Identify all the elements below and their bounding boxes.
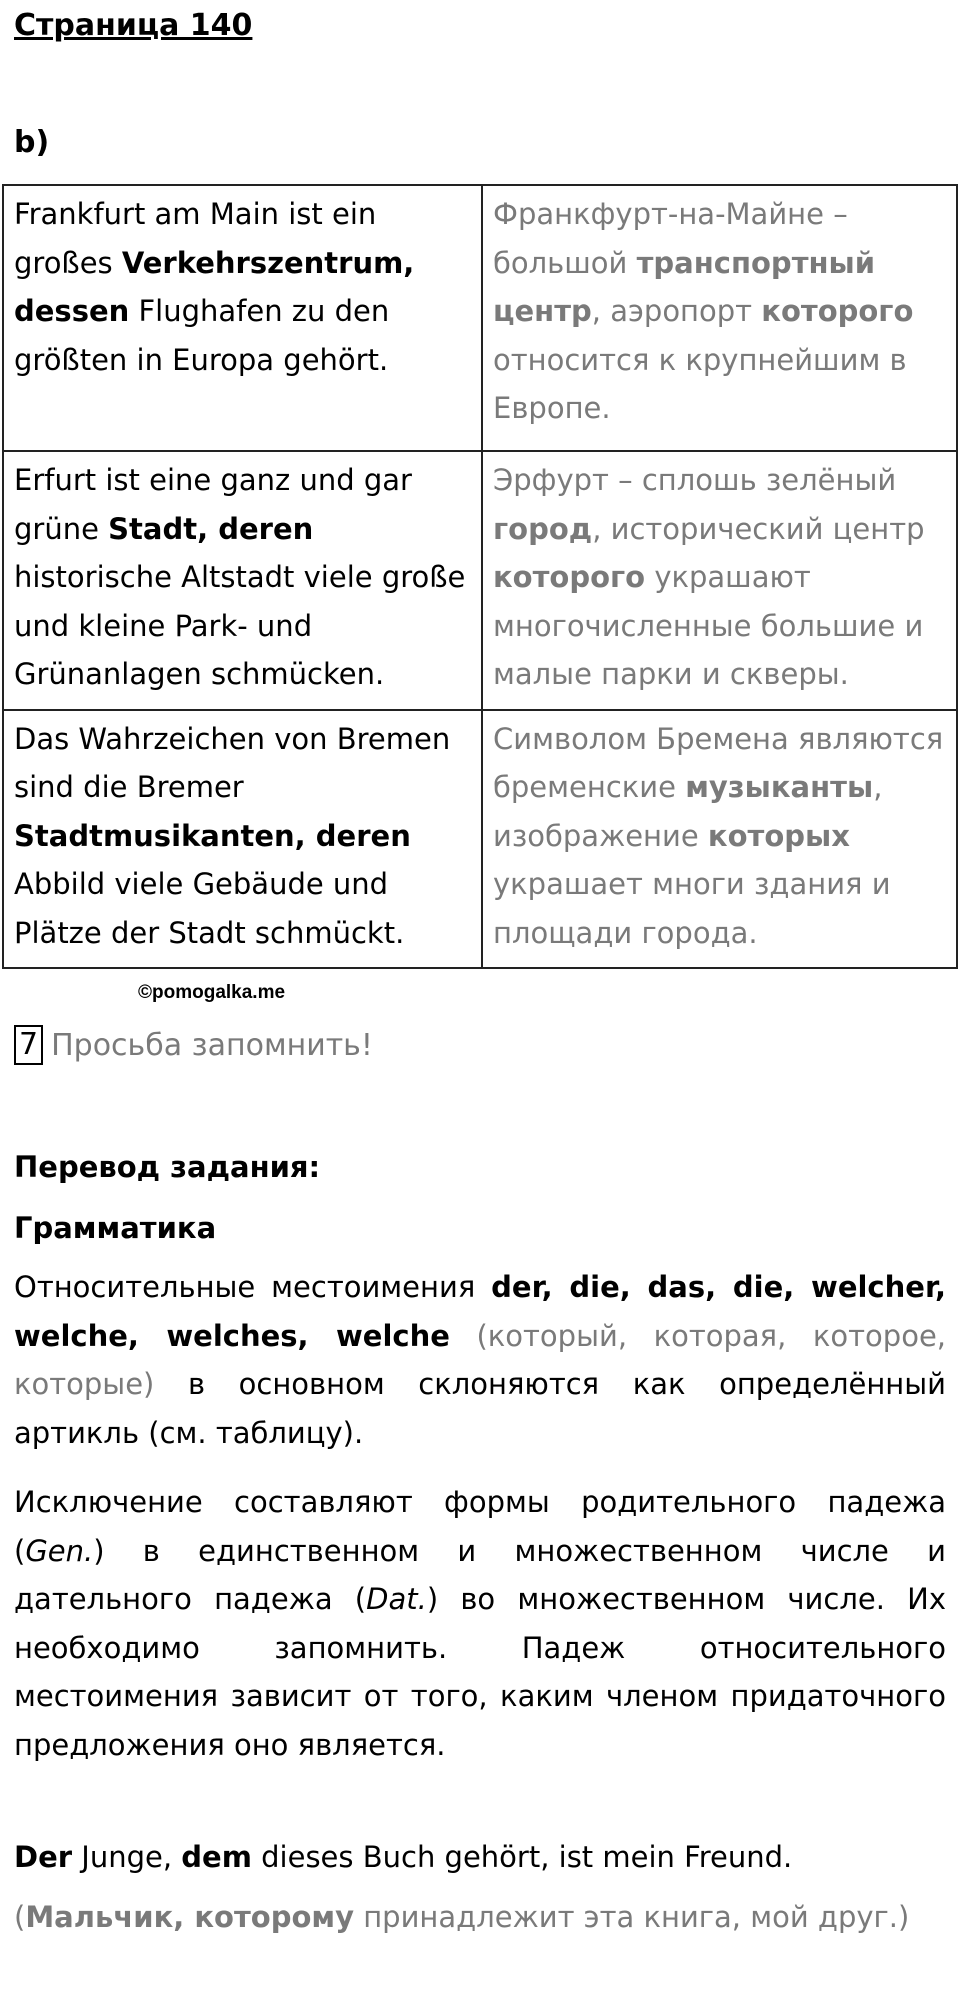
table-row (3, 185, 957, 451)
section-label: b) (14, 125, 50, 160)
russian-translation: Эрфурт – сплошь зелёный город, исторический центр которого украшают многочисленные большие и малые парки и скверы. (482, 451, 957, 710)
task-heading: Перевод задания: (14, 1150, 321, 1184)
grammar-paragraph-2: Исключение составляют формы родительного падежа (Gen.) в единственном и множественном числе и дательного падежа (Dat.) во множественном числе. Их необходимо запомнить. Падеж относительного местоимения зависит от того, каким членом придаточного предложения оно является. (14, 1485, 946, 1762)
german-sentence: Frankfurt am Main ist ein großes Verkehrszentrum, dessen Flughafen zu den größten in Europa gehört. (3, 185, 482, 451)
table-row (3, 710, 957, 969)
exercise-header (14, 1025, 373, 1065)
grammar-heading: Грамматика (14, 1211, 217, 1245)
page-title: Страница 140 (14, 8, 253, 43)
example-german: Der Junge, dem dieses Buch gehört, ist mein Freund. (14, 1840, 793, 1874)
exercise-number: 7 (14, 1025, 43, 1065)
grammar-paragraph-1: Относительные местоимения der, die, das, die, welcher, welche, welches, welche (который, которая, которое, которые) в основном склоняются как определённый артикль (см. таблицу). (14, 1270, 946, 1450)
german-sentence: Das Wahrzeichen von Bremen sind die Bremer Stadtmusikanten, deren Abbild viele Gebäude und Plätze der Stadt schmückt. (3, 710, 482, 969)
table-row (3, 451, 957, 710)
russian-translation: Символом Бремена являются бременские музыканты, изображение которых украшает многи здания и площади города. (482, 710, 957, 969)
russian-translation: Франкфурт-на-Майне – большой транспортный центр, аэропорт которого относится к крупнейшим в Европе. (482, 185, 957, 451)
example-russian: (Мальчик, которому принадлежит эта книга, мой друг.) (14, 1900, 910, 1934)
german-sentence: Erfurt ist eine ganz und gar grüne Stadt, deren historische Altstadt viele große und kleine Park- und Grünanlagen schmücken. (3, 451, 482, 710)
translation-table (2, 184, 958, 969)
exercise-title: Просьба запомнить! (51, 1027, 373, 1063)
watermark: ©pomogalka.me (138, 982, 286, 1003)
